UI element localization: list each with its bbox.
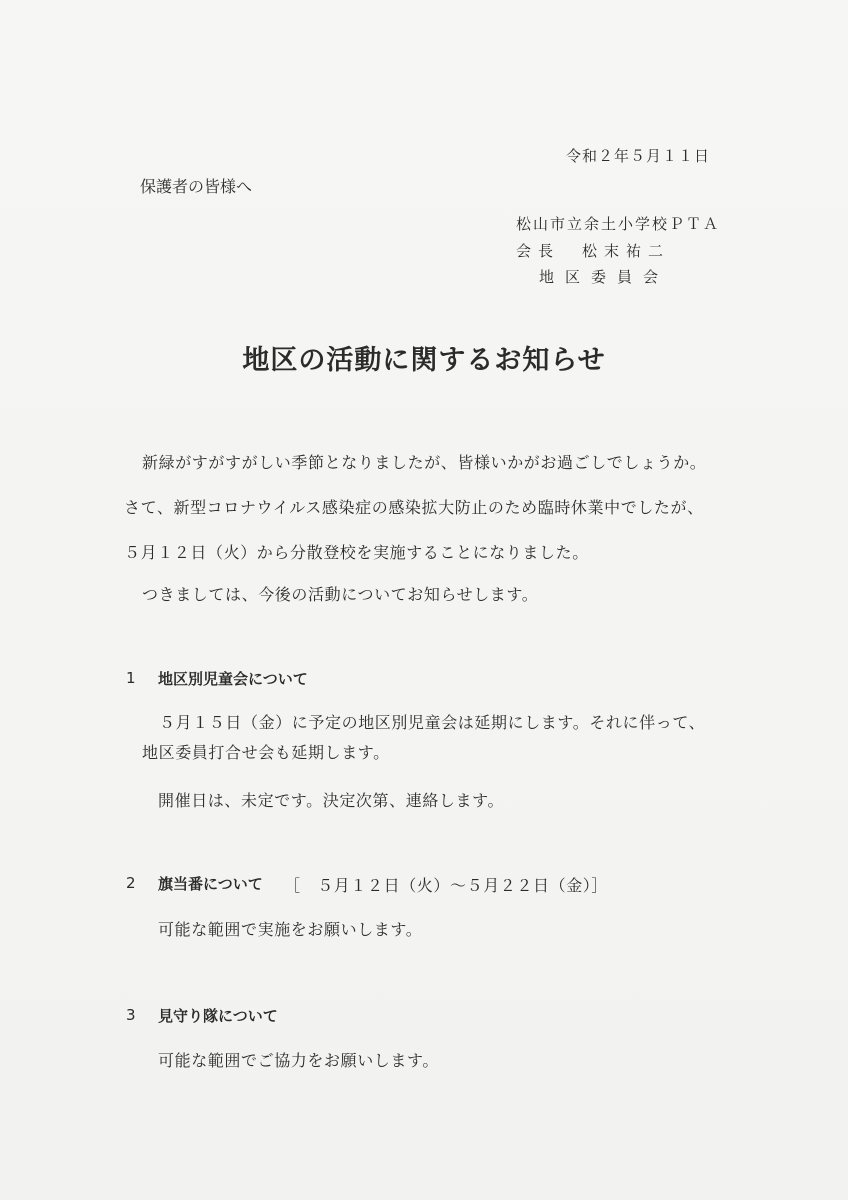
sender-president: 会長 松末祐二 xyxy=(516,242,671,260)
sender-organization: 松山市立余土小学校ＰＴＡ xyxy=(516,215,721,233)
notice-title: 地区の活動に関するお知らせ xyxy=(242,345,606,376)
section-text: 開催日は、未定です。決定次第、連絡します。 xyxy=(158,791,505,810)
intro-paragraph: 新緑がすがすがしい季節となりましたが、皆様いかがお過ごしでしょうか。 xyxy=(142,453,707,472)
sender-committee: 地区委員会 xyxy=(539,268,670,286)
intro-paragraph: ５月１２日（火）から分散登校を実施することになりました。 xyxy=(124,543,589,562)
section-number: 3 xyxy=(126,1006,136,1024)
section-text: 地区委員打合せ会も延期します。 xyxy=(142,743,390,762)
section-heading: 旗当番について xyxy=(158,875,263,893)
section-text: ５月１５日（金）に予定の地区別児童会は延期にします。それに伴って、 xyxy=(159,713,706,732)
section-number: 1 xyxy=(126,669,136,687)
addressee: 保護者の皆様へ xyxy=(140,177,253,196)
section-text: 可能な範囲で実施をお願いします。 xyxy=(158,920,423,939)
section-date-range: ［ ５月１２日（火）～５月２２日（金）］ xyxy=(284,876,609,895)
section-heading: 地区別児童会について xyxy=(158,670,308,688)
intro-paragraph: つきましては、今後の活動についてお知らせします。 xyxy=(142,585,539,604)
intro-paragraph: さて、新型コロナウイルス感染症の感染拡大防止のため臨時休業中でしたが、 xyxy=(124,498,704,517)
section-number: 2 xyxy=(126,874,136,892)
section-text: 可能な範囲でご協力をお願いします。 xyxy=(158,1051,439,1070)
section-heading: 見守り隊について xyxy=(158,1007,278,1025)
issue-date: 令和２年５月１１日 xyxy=(566,147,711,165)
